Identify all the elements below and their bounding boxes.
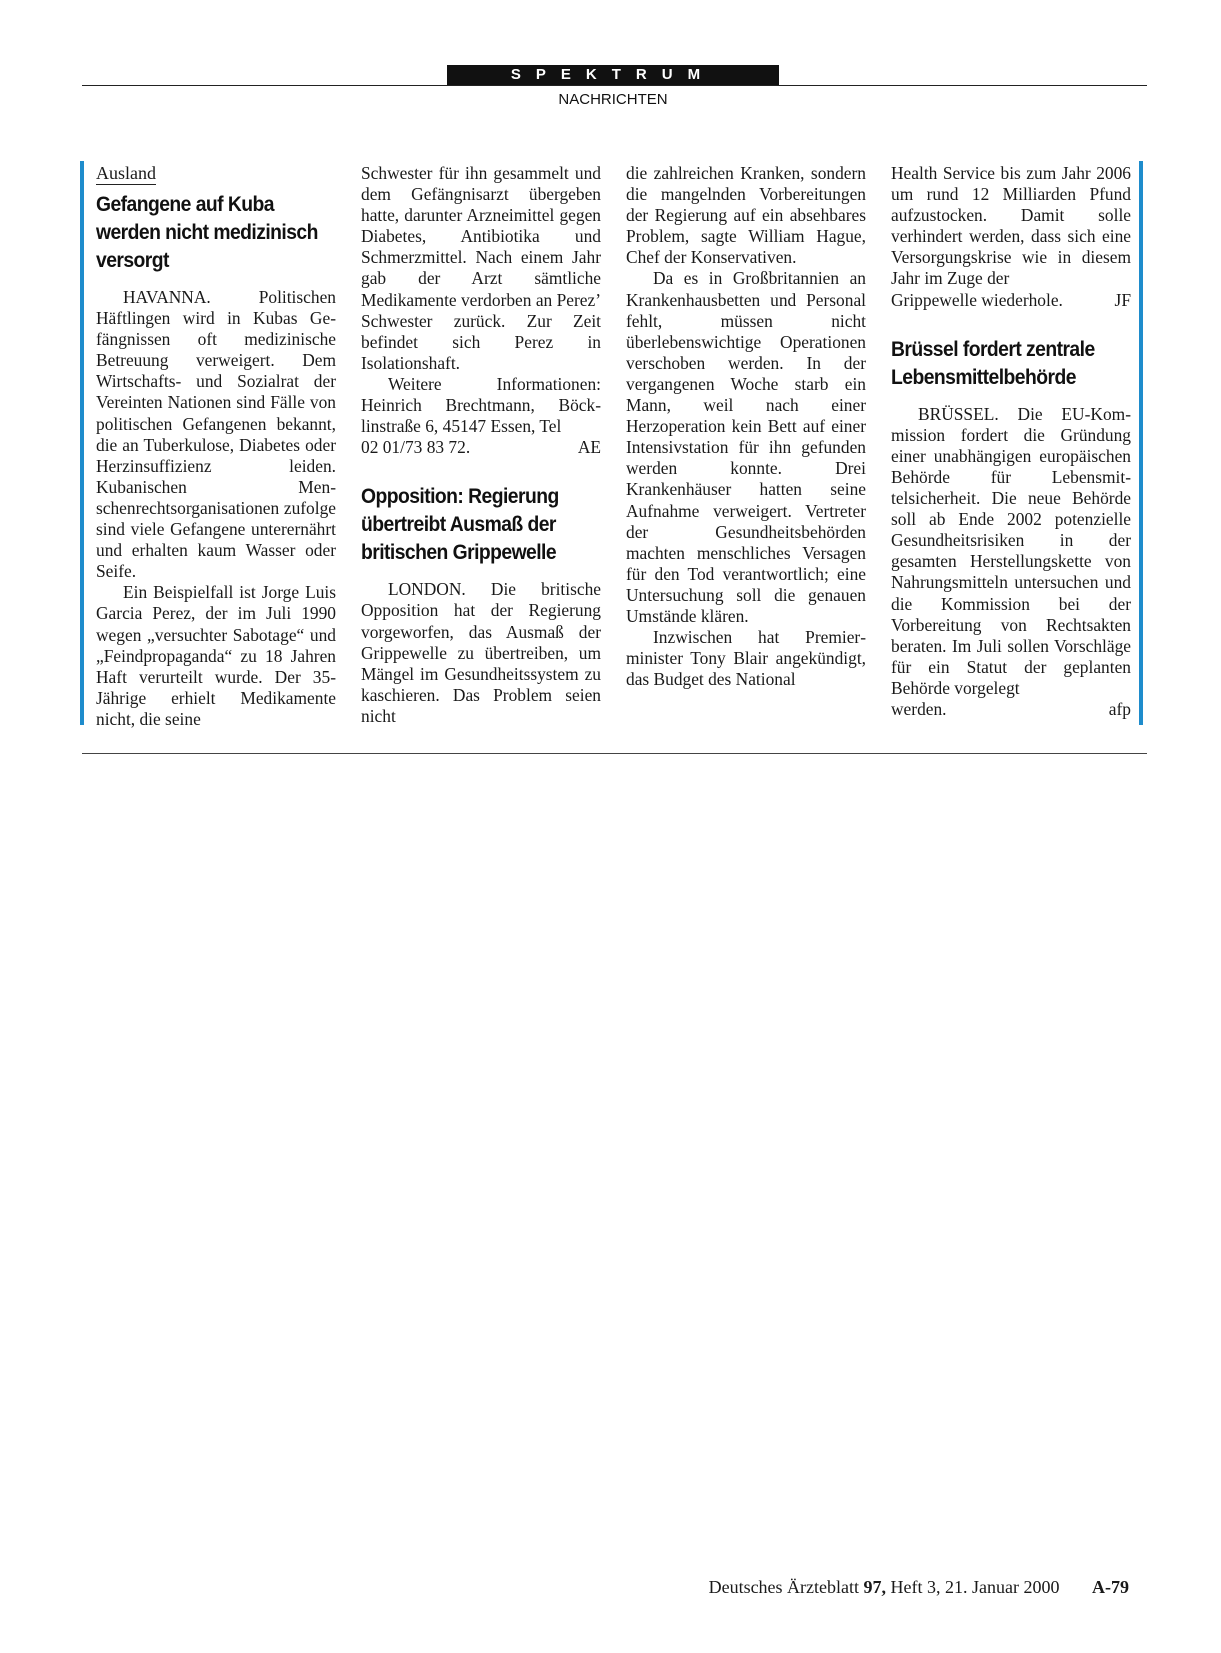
- journal-name: Deutsches Ärzteblatt: [708, 1577, 860, 1597]
- article-1-paragraph: Weitere Informationen: Heinrich Brechtmann, Böcklinstraße 6, 45147 Essen, Tel: [361, 373, 601, 437]
- page-footer: [709, 1577, 1129, 1598]
- bottom-rule: [82, 753, 1147, 754]
- author-initials: afp: [1108, 698, 1131, 719]
- article-3-paragraph: BRÜSSEL. Die EU-Kommission fordert die Gründung einer unabhängigen europäischen Behörde für Lebensmittelsicherheit. Die neue Behörde soll ab Ende 2002 potenzielle Gesundheitsrisiken in der gesamten Herstellungskette von Nahrungsmitteln untersuchen und die Kommission bei der Vorbereitung von Rechtsakten beraten. Im Juli sollen Vorschläge für ein Statut der geplanten Behörde vorgelegt: [891, 403, 1131, 698]
- article-2-paragraph: die zahlreichen Kranken, sondern die mangelnden Vorbereitungen der Regierung auf ein absehbares Problem, sagte William Hague, Chef der Konservativen.: [626, 163, 866, 268]
- page-number: A-79: [1092, 1577, 1129, 1597]
- left-accent-bar: [80, 161, 84, 725]
- header-rule: [82, 85, 1147, 86]
- article-2-signoff: [891, 290, 1131, 311]
- column-1: [96, 163, 336, 730]
- article-2-paragraph: Inzwischen hat Premierminister Tony Blair angekündigt, das Budget des National: [626, 627, 866, 690]
- journal-volume: 97,: [863, 1577, 887, 1597]
- column-3: [626, 163, 866, 690]
- article-2-paragraph: Da es in Großbritannien an Krankenhausbetten und Personal fehlt, müssen nicht überlebenswichtige Operationen verschoben werden. In der vergangenen Woche starb ein Mann, weil nach einer Herzoperation kein Bett auf einer Intensivstation für ihn gefunden werden konnte. Drei Krankenhäuser hatten seine Aufnahme verweigert. Vertreter der Gesundheitsbehörden machten menschliches Versagen für den Tod verantwortlich; eine Untersuchung soll die genauen Umstände klären.: [626, 268, 866, 626]
- issue-info: Heft 3, 21. Januar 2000: [890, 1577, 1060, 1597]
- subsection-title: NACHRICHTEN: [558, 91, 668, 108]
- contact-phone: 02 01/73 83 72.: [361, 437, 471, 458]
- article-3-signoff: [891, 699, 1131, 720]
- rubric-label: Ausland: [96, 163, 156, 183]
- article-2-paragraph: Health Service bis zum Jahr 2006 um rund 12 Milliarden Pfund aufzustocken. Damit solle verhindert werden, dass sich eine Versorgungskrise wie in diesem Jahr im Zuge der: [891, 163, 1131, 289]
- right-accent-bar: [1139, 161, 1143, 725]
- column-4: [891, 163, 1131, 720]
- author-initials: AE: [577, 437, 601, 458]
- article-1-paragraph: Schwester für ihn gesammelt und dem Gefängnisarzt übergeben hatte, darunter Arzneimittel gegen Diabetes, Antibiotika und Schmerzmittel. Nach einem Jahr gab der Arzt sämtliche Medikamente verdorben an Perez’ Schwester zurück. Zur Zeit befindet sich Perez in Isolationshaft.: [361, 163, 601, 373]
- section-banner: SPEKTRUM: [447, 65, 779, 85]
- article-1-signoff: [361, 437, 601, 458]
- article-2-paragraph: LONDON. Die britische Opposition hat der Regierung vorgeworfen, das Ausmaß der Grippewelle zu übertreiben, um Mängel im Gesundheitssystem zu kaschieren. Das Problem seien nicht: [361, 579, 601, 726]
- article-1-paragraph: HAVANNA. Politischen Häftlingen wird in Kubas Gefängnissen oft medizinische Betreuung verweigert. Dem Wirtschafts- und Sozialrat der Vereinten Nationen sind Fälle von politischen Gefangenen bekannt, die an Tuberkulose, Diabetes oder Herzinsuffizienz leiden. Kubanischen Menschenrechtsorganisationen zufolge sind viele Gefangene unterernährt und erhalten kaum Wasser oder Seife.: [96, 287, 336, 582]
- article-1-headline: Gefangene auf Kuba werden nicht medizinisch versorgt: [96, 193, 318, 272]
- article-1-paragraph: Ein Beispielfall ist Jorge Luis Garcia Perez, der im Juli 1990 wegen „versuchter Sabotage“ und „Feindpropaganda“ zu 18 Jahren Haft verurteilt wurde. Der 35-Jährige erhielt Medikamente nicht, die seine: [96, 582, 336, 729]
- column-2: [361, 163, 601, 727]
- author-initials: JF: [1114, 289, 1131, 310]
- article-2-headline: Opposition: Regierung übertreibt Ausmaß der britischen Grippewelle: [361, 485, 559, 565]
- article-3-last-line: werden.: [891, 698, 947, 719]
- article-3-headline: Brüssel fordert zentrale Lebensmittelbehörde: [891, 337, 1095, 389]
- article-2-last-line: Grippewelle wiederhole.: [891, 289, 1063, 310]
